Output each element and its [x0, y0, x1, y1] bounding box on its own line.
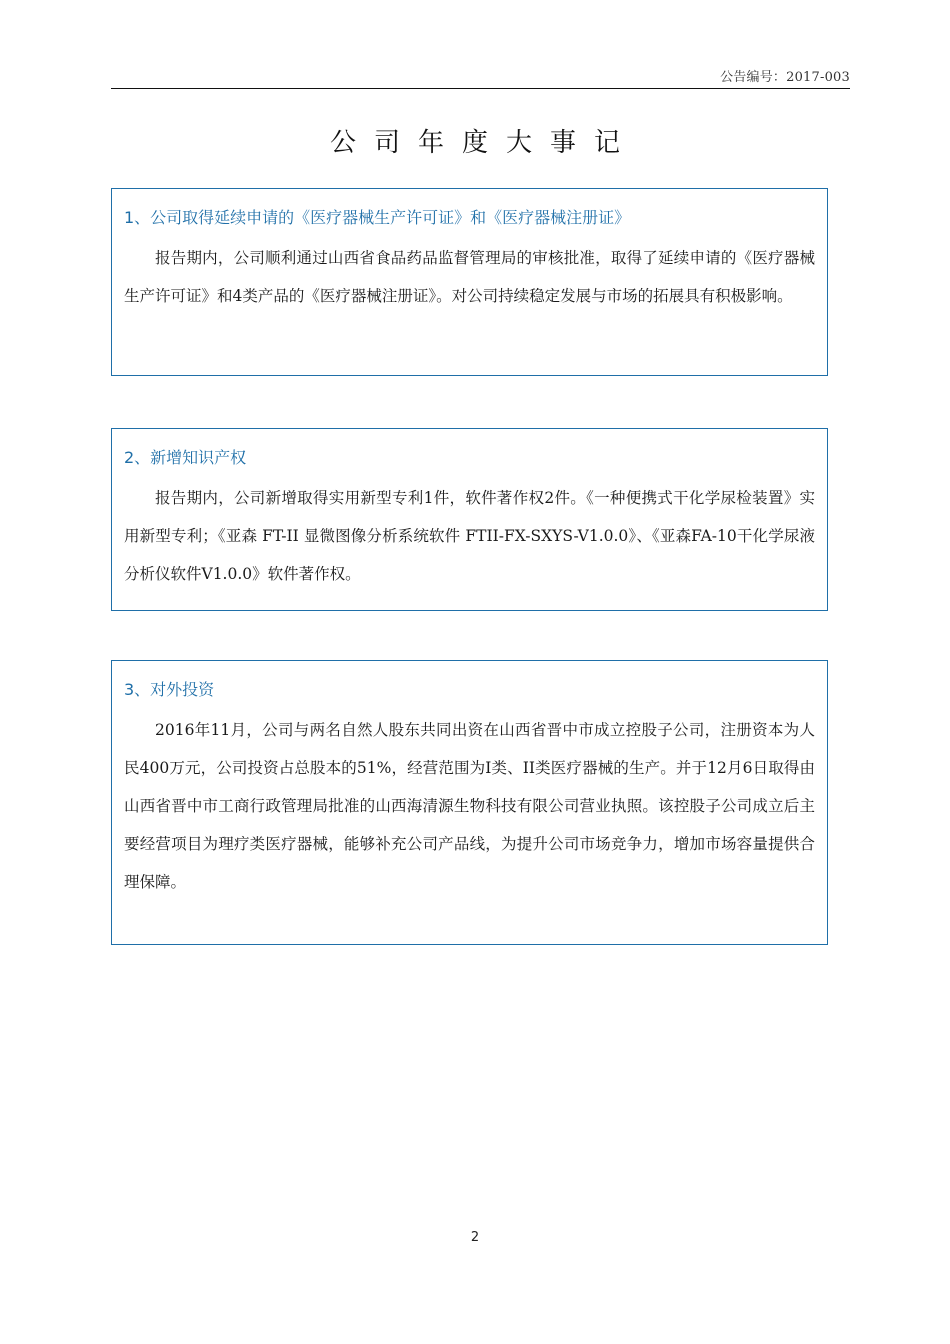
page-title: 公司年度大事记	[329, 128, 638, 158]
page-number: 2	[470, 1230, 480, 1245]
event-section-investment	[111, 660, 828, 945]
event-section-certificates	[111, 188, 828, 376]
event-section-intellectual-property	[111, 428, 828, 611]
event-body: 报告期内，公司新增取得实用新型专利1件，软件著作权2件。《一种便携式干化学尿检装置》实用新型专利；《亚森 FT-II 显微图像分析系统软件 FTII-FX-SXYS-V1.0.0》、《亚森FA-10干化学尿液分析仪软件V1.0.0》软件著作权。	[124, 489, 815, 583]
event-heading: 3、对外投资	[124, 680, 215, 699]
event-body: 报告期内，公司顺利通过山西省食品药品监督管理局的审核批准，取得了延续申请的《医疗器械生产许可证》和4类产品的《医疗器械注册证》。对公司持续稳定发展与市场的拓展具有积极影响。	[124, 249, 815, 305]
header-divider	[111, 88, 850, 89]
event-body: 2016年11月，公司与两名自然人股东共同出资在山西省晋中市成立控股子公司，注册资本为人民400万元，公司投资占总股本的51%，经营范围为I类、II类医疗器械的生产。并于12月6日取得由山西省晋中市工商行政管理局批准的山西海清源生物科技有限公司营业执照。该控股子公司成立后主要经营项目为理疗类医疗器械，能够补充公司产品线，为提升公司市场竞争力，增加市场容量提供合理保障。	[124, 721, 815, 891]
announcement-code: 公告编号：2017-003	[720, 70, 850, 85]
event-heading: 1、公司取得延续申请的《医疗器械生产许可证》和《医疗器械注册证》	[124, 208, 631, 227]
event-heading: 2、新增知识产权	[124, 448, 247, 467]
